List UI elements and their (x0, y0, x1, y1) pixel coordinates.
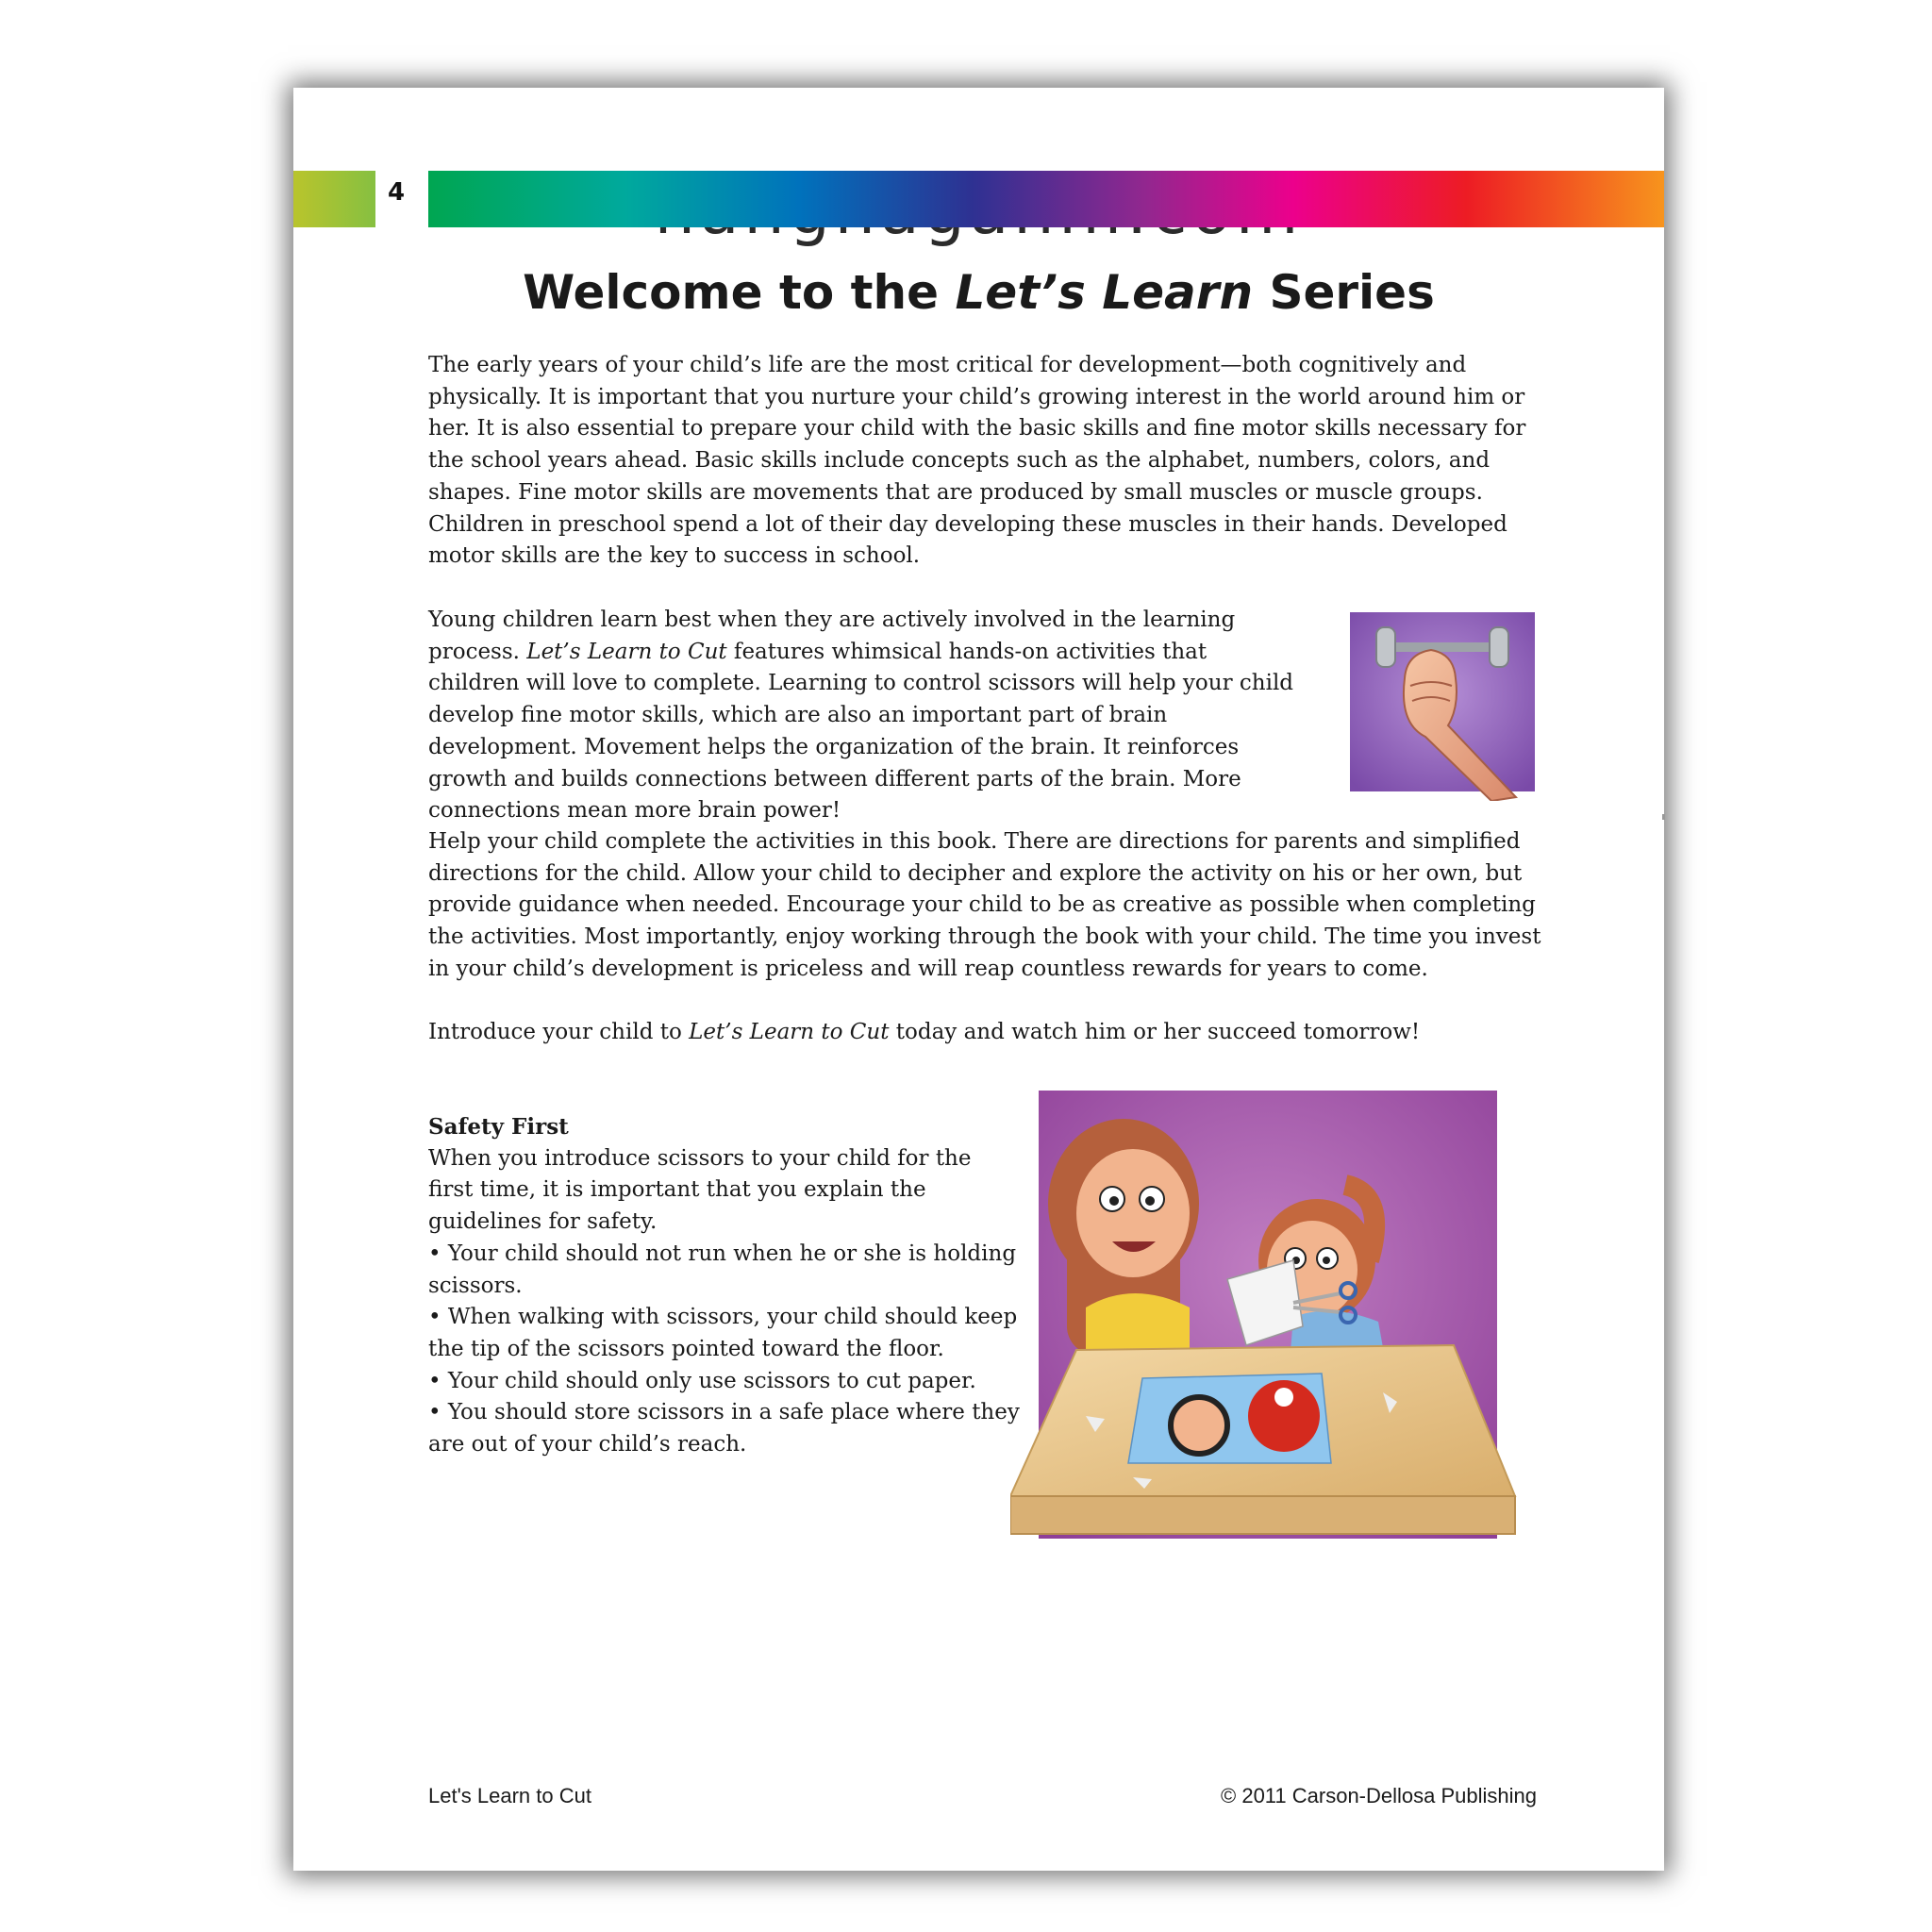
safety-bullet: • Your child should only use scissors to cut paper. (428, 1368, 976, 1393)
rainbow-header-bar (428, 171, 1664, 227)
learning-paragraph (428, 605, 1301, 827)
learning-paragraph-lead: Young children learn best when they are actively involved in the learning process. (428, 608, 1236, 664)
closing-paragraph (428, 1017, 1560, 1049)
title-italic: Let’s Learn (955, 265, 1254, 320)
title-prefix: Welcome to the (523, 265, 956, 320)
safety-bullet: • You should store scissors in a safe place where they are out of your child’s reach. (428, 1400, 1020, 1457)
title-suffix: Series (1253, 265, 1435, 320)
help-paragraph: Help your child complete the activities in this book. There are directions for parents and simplified directions for the child. Allow your child to decipher and explore the activity on his or her own, but provide guidance when needed. Encourage your child to be as creative as possible when completing the activities. Most importantly, enjoy working through the book with your child. The time you invest in your child’s development is priceless and will reap countless rewards for years to come. (428, 829, 1541, 981)
page-number-color-block (293, 171, 375, 227)
closing-lead: Introduce your child to (428, 1020, 690, 1044)
paper-skull-cutout (1274, 1388, 1293, 1407)
girl-left-figure (1048, 1119, 1199, 1374)
closing-rest: today and watch him or her succeed tomorrow! (889, 1020, 1421, 1044)
learning-paragraph-rest: features whimsical hands-on activities that children will love to complete. Learning to control scissors will help your child develop fine motor skills, which are also an important part of brain development. Movement helps the organization of the brain. It reinforces growth and builds connections between different parts of the brain. More connections mean more brain power! (428, 639, 1294, 824)
page-title (293, 265, 1664, 320)
safety-heading: Safety First (428, 1114, 569, 1140)
margin-tick (1662, 814, 1665, 820)
book-page (293, 88, 1664, 1871)
closing-book-title: Let’s Learn to Cut (689, 1020, 890, 1044)
page-number: 4 (388, 178, 406, 207)
children-cutting-illustration (1010, 1091, 1520, 1548)
safety-intro: When you introduce scissors to your child for the first time, it is important that you explain the guidelines for safety. (428, 1145, 972, 1235)
safety-bullet: • Your child should not run when he or she is holding scissors. (428, 1241, 1017, 1298)
footer-book-title: Let's Learn to Cut (428, 1784, 591, 1807)
arm-dumbbell-illustration (1350, 612, 1535, 801)
safety-section (428, 1111, 1023, 1461)
intro-paragraph: The early years of your child’s life are the most critical for development—both cognitively and physically. It is important that you nurture your child’s growing interest in the world around him or her. It is also essential to prepare your child with the basic skills and fine motor skills necessary for the school years ahead. Basic skills include concepts such as the alphabet, numbers, colors, and shapes. Fine motor skills are movements that are produced by small muscles or muscle groups. Children in preschool spend a lot of their day developing these muscles in their hands. Developed motor skills are the key to success in school. (428, 353, 1526, 569)
paper-face-cutout (1171, 1397, 1227, 1454)
safety-bullet: • When walking with scissors, your child should keep the tip of the scissors pointed toward the floor. (428, 1305, 1018, 1361)
footer-copyright: © 2011 Carson-Dellosa Publishing (1221, 1784, 1537, 1807)
book-title-italic: Let’s Learn to Cut (526, 639, 727, 664)
